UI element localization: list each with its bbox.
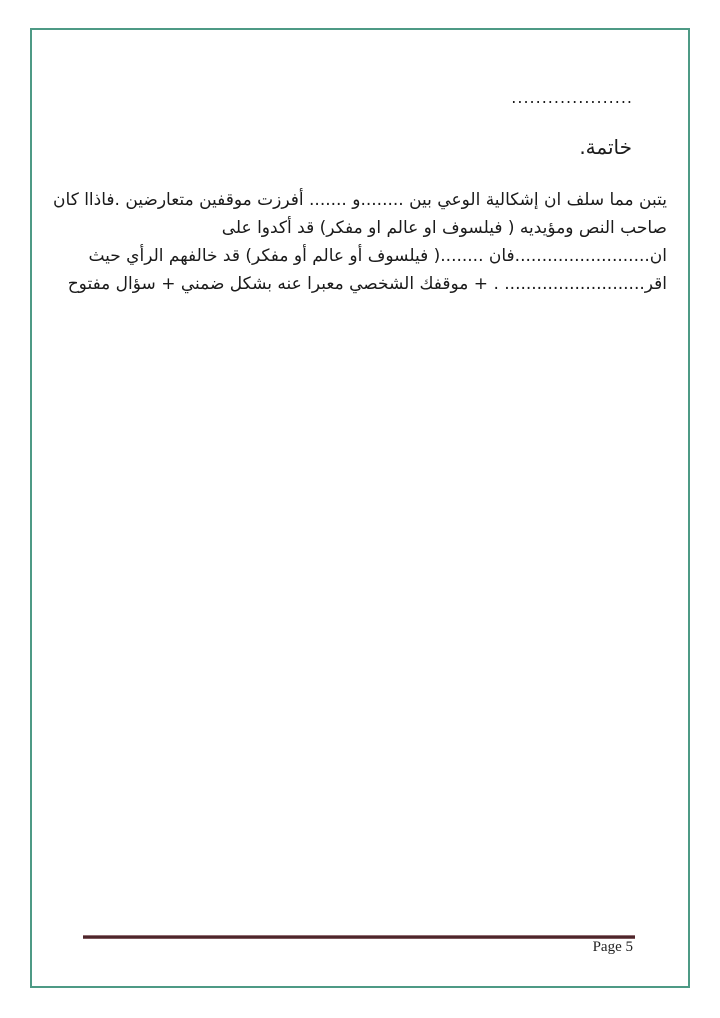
body-paragraph bbox=[40, 186, 667, 298]
footer-horizontal-rule bbox=[83, 935, 635, 939]
paragraph-line: صاحب النص ومؤيديه ( فيلسوف او عالم او مفكر) قد أكدوا على bbox=[221, 218, 667, 238]
conclusion-heading: خاتمة. bbox=[579, 135, 632, 159]
page-number-label: Page 5 bbox=[592, 939, 633, 955]
paragraph-line: ان.........................فان ........( فيلسوف أو عالم أو مفكر) قد خالفهم الرأي حيث bbox=[88, 246, 667, 266]
paragraph-line: يتبن مما سلف ان إشكالية الوعي بين ........و ....... أفرزت موقفين متعارضين .فاذاا كان bbox=[53, 190, 667, 210]
page-border-frame bbox=[30, 28, 690, 988]
dotted-placeholder-line: .................... bbox=[511, 88, 633, 107]
paragraph-line: اقر.......................... . + موقفك الشخصي معبرا عنه بشكل ضمني + سؤال مفتوح bbox=[67, 274, 667, 294]
